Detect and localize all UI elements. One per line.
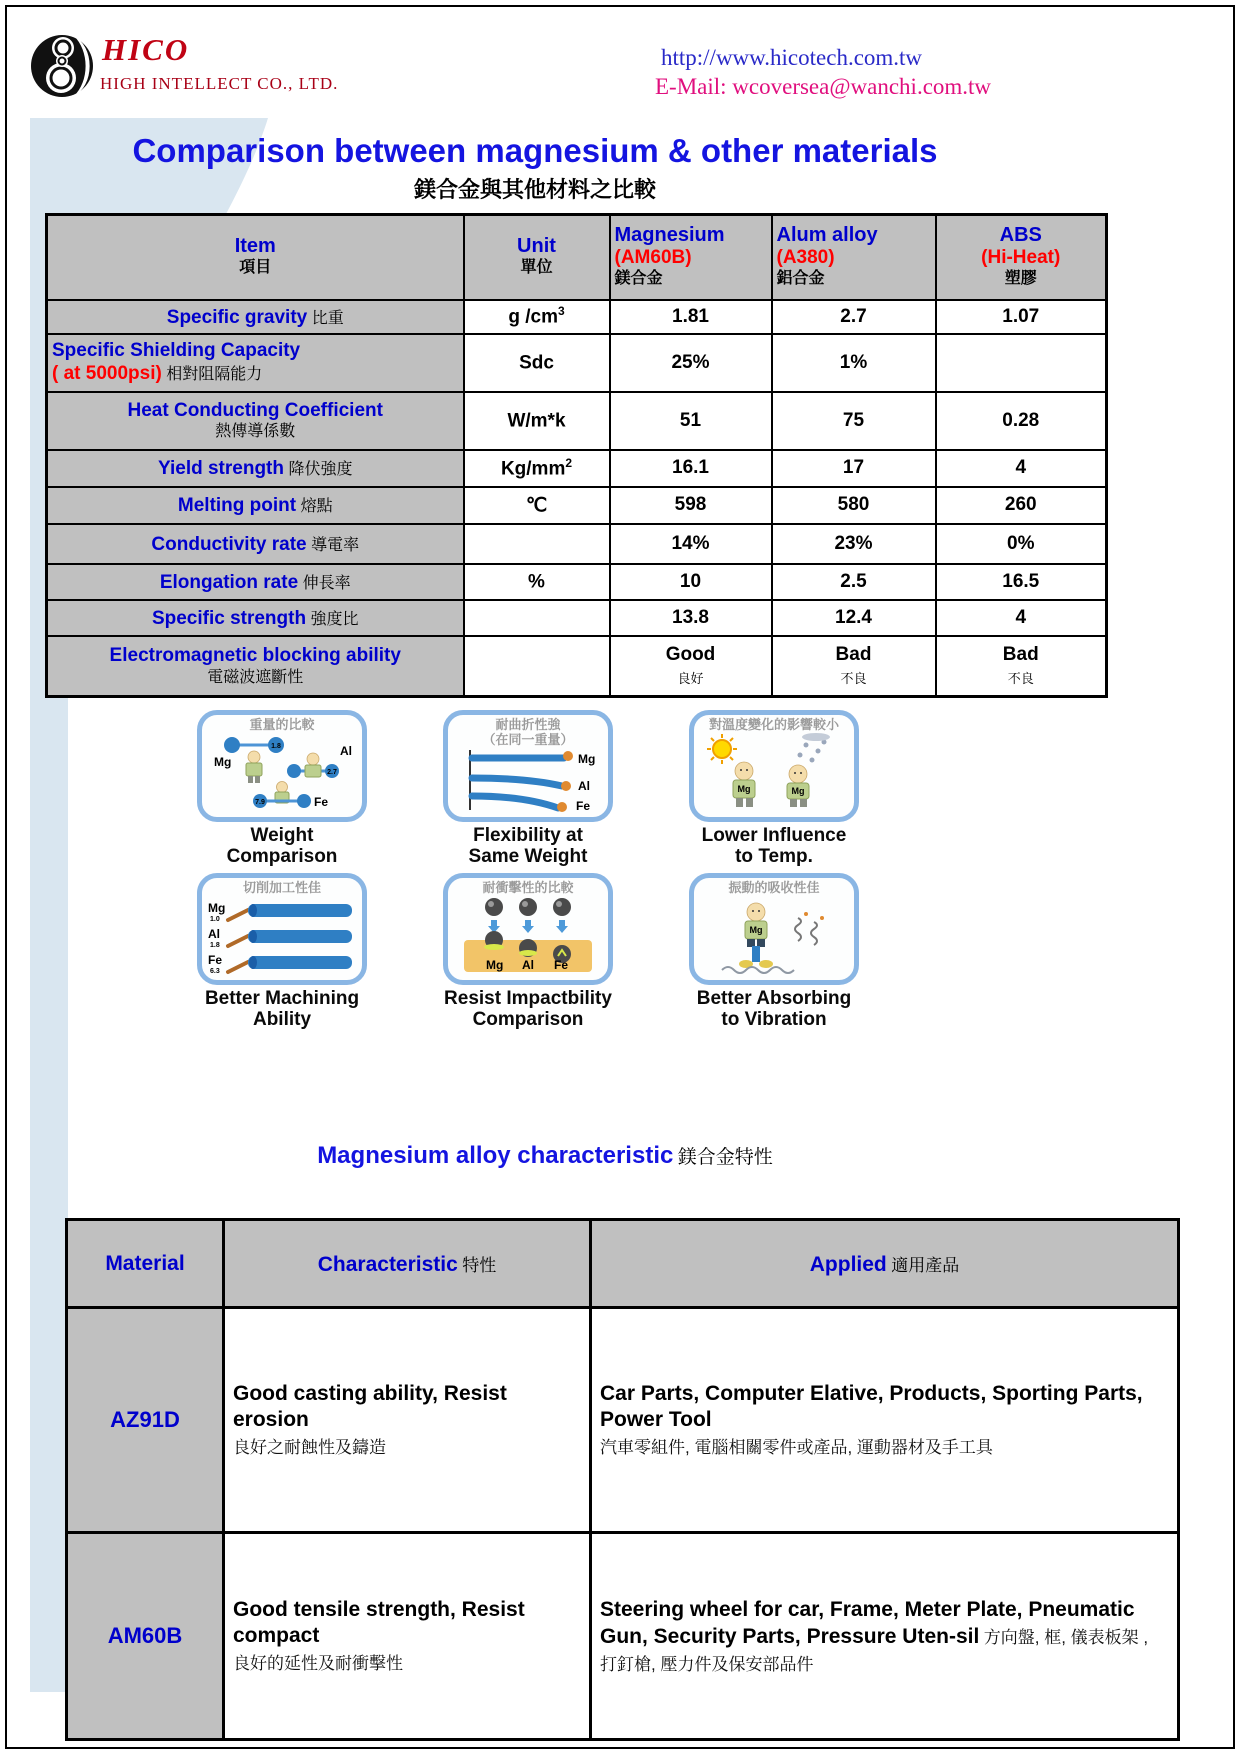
svg-text:7.9: 7.9 bbox=[255, 798, 265, 806]
row-electromagnetic-blocking: Electromagnetic blocking ability 電磁波遮斷性 Good 良好 Bad 不良 Bad 不良 bbox=[47, 636, 1107, 697]
row-heat-conducting-coefficient: Heat Conducting Coefficient 熱傳導係數 W/m*k 51 75 0.28 bbox=[47, 392, 1107, 450]
svg-text:Mg: Mg bbox=[578, 751, 596, 766]
svg-text:Mg: Mg bbox=[208, 900, 226, 915]
row-conductivity-rate: Conductivity rate 導電率 14% 23% 0% bbox=[47, 524, 1107, 564]
svg-text:1.8: 1.8 bbox=[210, 941, 220, 949]
svg-text:6.3: 6.3 bbox=[210, 967, 220, 975]
svg-text:Mg: Mg bbox=[791, 785, 805, 796]
panel-weight-comparison: 重量的比較 1.8 Mg 2.7 Al 7.9 Fe Weight Comparison bbox=[197, 710, 367, 869]
logo-title: HICO bbox=[102, 32, 190, 67]
svg-text:Fe: Fe bbox=[554, 957, 569, 972]
row-specific-strength: Specific strength 強度比 13.8 12.4 4 bbox=[47, 600, 1107, 636]
svg-text:Fe: Fe bbox=[208, 952, 223, 967]
row-am60b: AM60B Good tensile strength, Resist compact 良好的延性及耐衝擊性 Steering wheel for car, Frame, Meter Plate, Pneumatic Gun, Security Parts, Pressure Uten-sil 方向盤, 框, 儀表板架 , 打釘槍, 壓力件及保安部品件 bbox=[67, 1533, 1179, 1740]
svg-text:Mg: Mg bbox=[749, 924, 763, 935]
header-alum-alloy: Alum alloy (A380) 鋁合金 bbox=[772, 215, 936, 300]
email-link[interactable]: E-Mail: wcoversea@wanchi.com.tw bbox=[655, 73, 992, 99]
row-yield-strength: Yield strength 降伏強度 $Kg/mm^2$ 16.1 17 4 bbox=[47, 450, 1107, 487]
row-specific-gravity: Specific gravity 比重 g $/cm^3$ 1.81 2.7 1.07 bbox=[47, 300, 1107, 334]
website-link[interactable]: http://www.hicotech.com.tw bbox=[661, 45, 923, 70]
svg-text:Mg: Mg bbox=[214, 754, 232, 769]
svg-text:Al: Al bbox=[522, 957, 534, 972]
svg-text:Mg: Mg bbox=[737, 783, 751, 794]
page-title-block bbox=[40, 132, 1030, 204]
vibration-icon bbox=[694, 896, 854, 976]
svg-text:Al: Al bbox=[340, 743, 352, 758]
logo-subtitle: HIGH INTELLECT CO., LTD. bbox=[100, 74, 339, 93]
hico-logo-icon bbox=[30, 28, 96, 104]
svg-text:Fe: Fe bbox=[314, 794, 329, 809]
characteristic-table bbox=[65, 1218, 1180, 1741]
header-applied: Applied 適用產品 bbox=[591, 1220, 1179, 1308]
material-am60b: AM60B bbox=[67, 1533, 224, 1740]
machining-icon bbox=[202, 896, 362, 976]
svg-text:Al: Al bbox=[578, 778, 590, 793]
panel-lower-influence-temp: 對溫度變化的影響較小 Mg Mg Lower Influence to Temp. bbox=[689, 710, 859, 869]
header-unit: Unit 單位 bbox=[464, 215, 610, 300]
row-melting-point: Melting point 熔點 ℃ 598 580 260 bbox=[47, 487, 1107, 524]
impact-icon bbox=[448, 896, 608, 976]
svg-text:Mg: Mg bbox=[486, 957, 504, 972]
header-magnesium: Magnesium (AM60B) 鎂合金 bbox=[610, 215, 772, 300]
flexibility-icon bbox=[448, 748, 608, 812]
panel-vibration-absorbing: 振動的吸收性佳 Mg Better Absorbing to Vibration bbox=[689, 873, 859, 1032]
panel-flexibility: 耐曲折性強 （在同一重量） Mg Al Fe Flexibility at Same Weight bbox=[443, 710, 613, 869]
svg-text:1.8: 1.8 bbox=[271, 742, 281, 750]
row-elongation-rate: Elongation rate 伸長率 % 10 2.5 16.5 bbox=[47, 564, 1107, 600]
svg-text:1.0: 1.0 bbox=[210, 915, 220, 923]
page-title-zh: 鎂合金與其他材料之比較 bbox=[413, 177, 656, 202]
section-heading-magnesium-characteristic: Magnesium alloy characteristic 鎂合金特性 bbox=[317, 1142, 773, 1169]
panel-impact-resistance: 耐衝擊性的比較 Mg Al Fe Resist Impactbility Comparison bbox=[443, 873, 613, 1032]
header-abs: ABS (Hi-Heat) 塑膠 bbox=[936, 215, 1107, 300]
row-specific-shielding-capacity: Specific Shielding Capacity ( at 5000psi) 相對阻隔能力 Sdc 25% 1% bbox=[47, 334, 1107, 392]
svg-text:2.7: 2.7 bbox=[327, 768, 337, 776]
contact-block bbox=[655, 44, 991, 102]
comparison-table bbox=[45, 213, 1108, 698]
temperature-icon bbox=[694, 733, 854, 813]
svg-text:Fe: Fe bbox=[576, 798, 591, 812]
row-az91d: AZ91D Good casting ability, Resist erosion 良好之耐蝕性及鑄造 Car Parts, Computer Elative, Products, Sporting Parts, Power Tool 汽車零組件, 電腦相關零件或產品, 運動器材及手工具 bbox=[67, 1308, 1179, 1533]
page-title: Comparison between magnesium & other materials bbox=[132, 132, 938, 169]
comparison-header-row bbox=[47, 215, 1107, 300]
header-material: Material bbox=[67, 1220, 224, 1308]
svg-text:Al: Al bbox=[208, 926, 220, 941]
material-az91d: AZ91D bbox=[67, 1308, 224, 1533]
characteristic-header-row bbox=[67, 1220, 1179, 1308]
weight-comparison-icon bbox=[202, 733, 362, 813]
header-item: Item 項目 bbox=[47, 215, 464, 300]
header-characteristic: Characteristic 特性 bbox=[224, 1220, 591, 1308]
panel-machining-ability: 切削加工性佳 Mg 1.0 Al 1.8 Fe 6.3 Better Machining Ability bbox=[197, 873, 367, 1032]
illustration-panels bbox=[178, 710, 878, 1032]
